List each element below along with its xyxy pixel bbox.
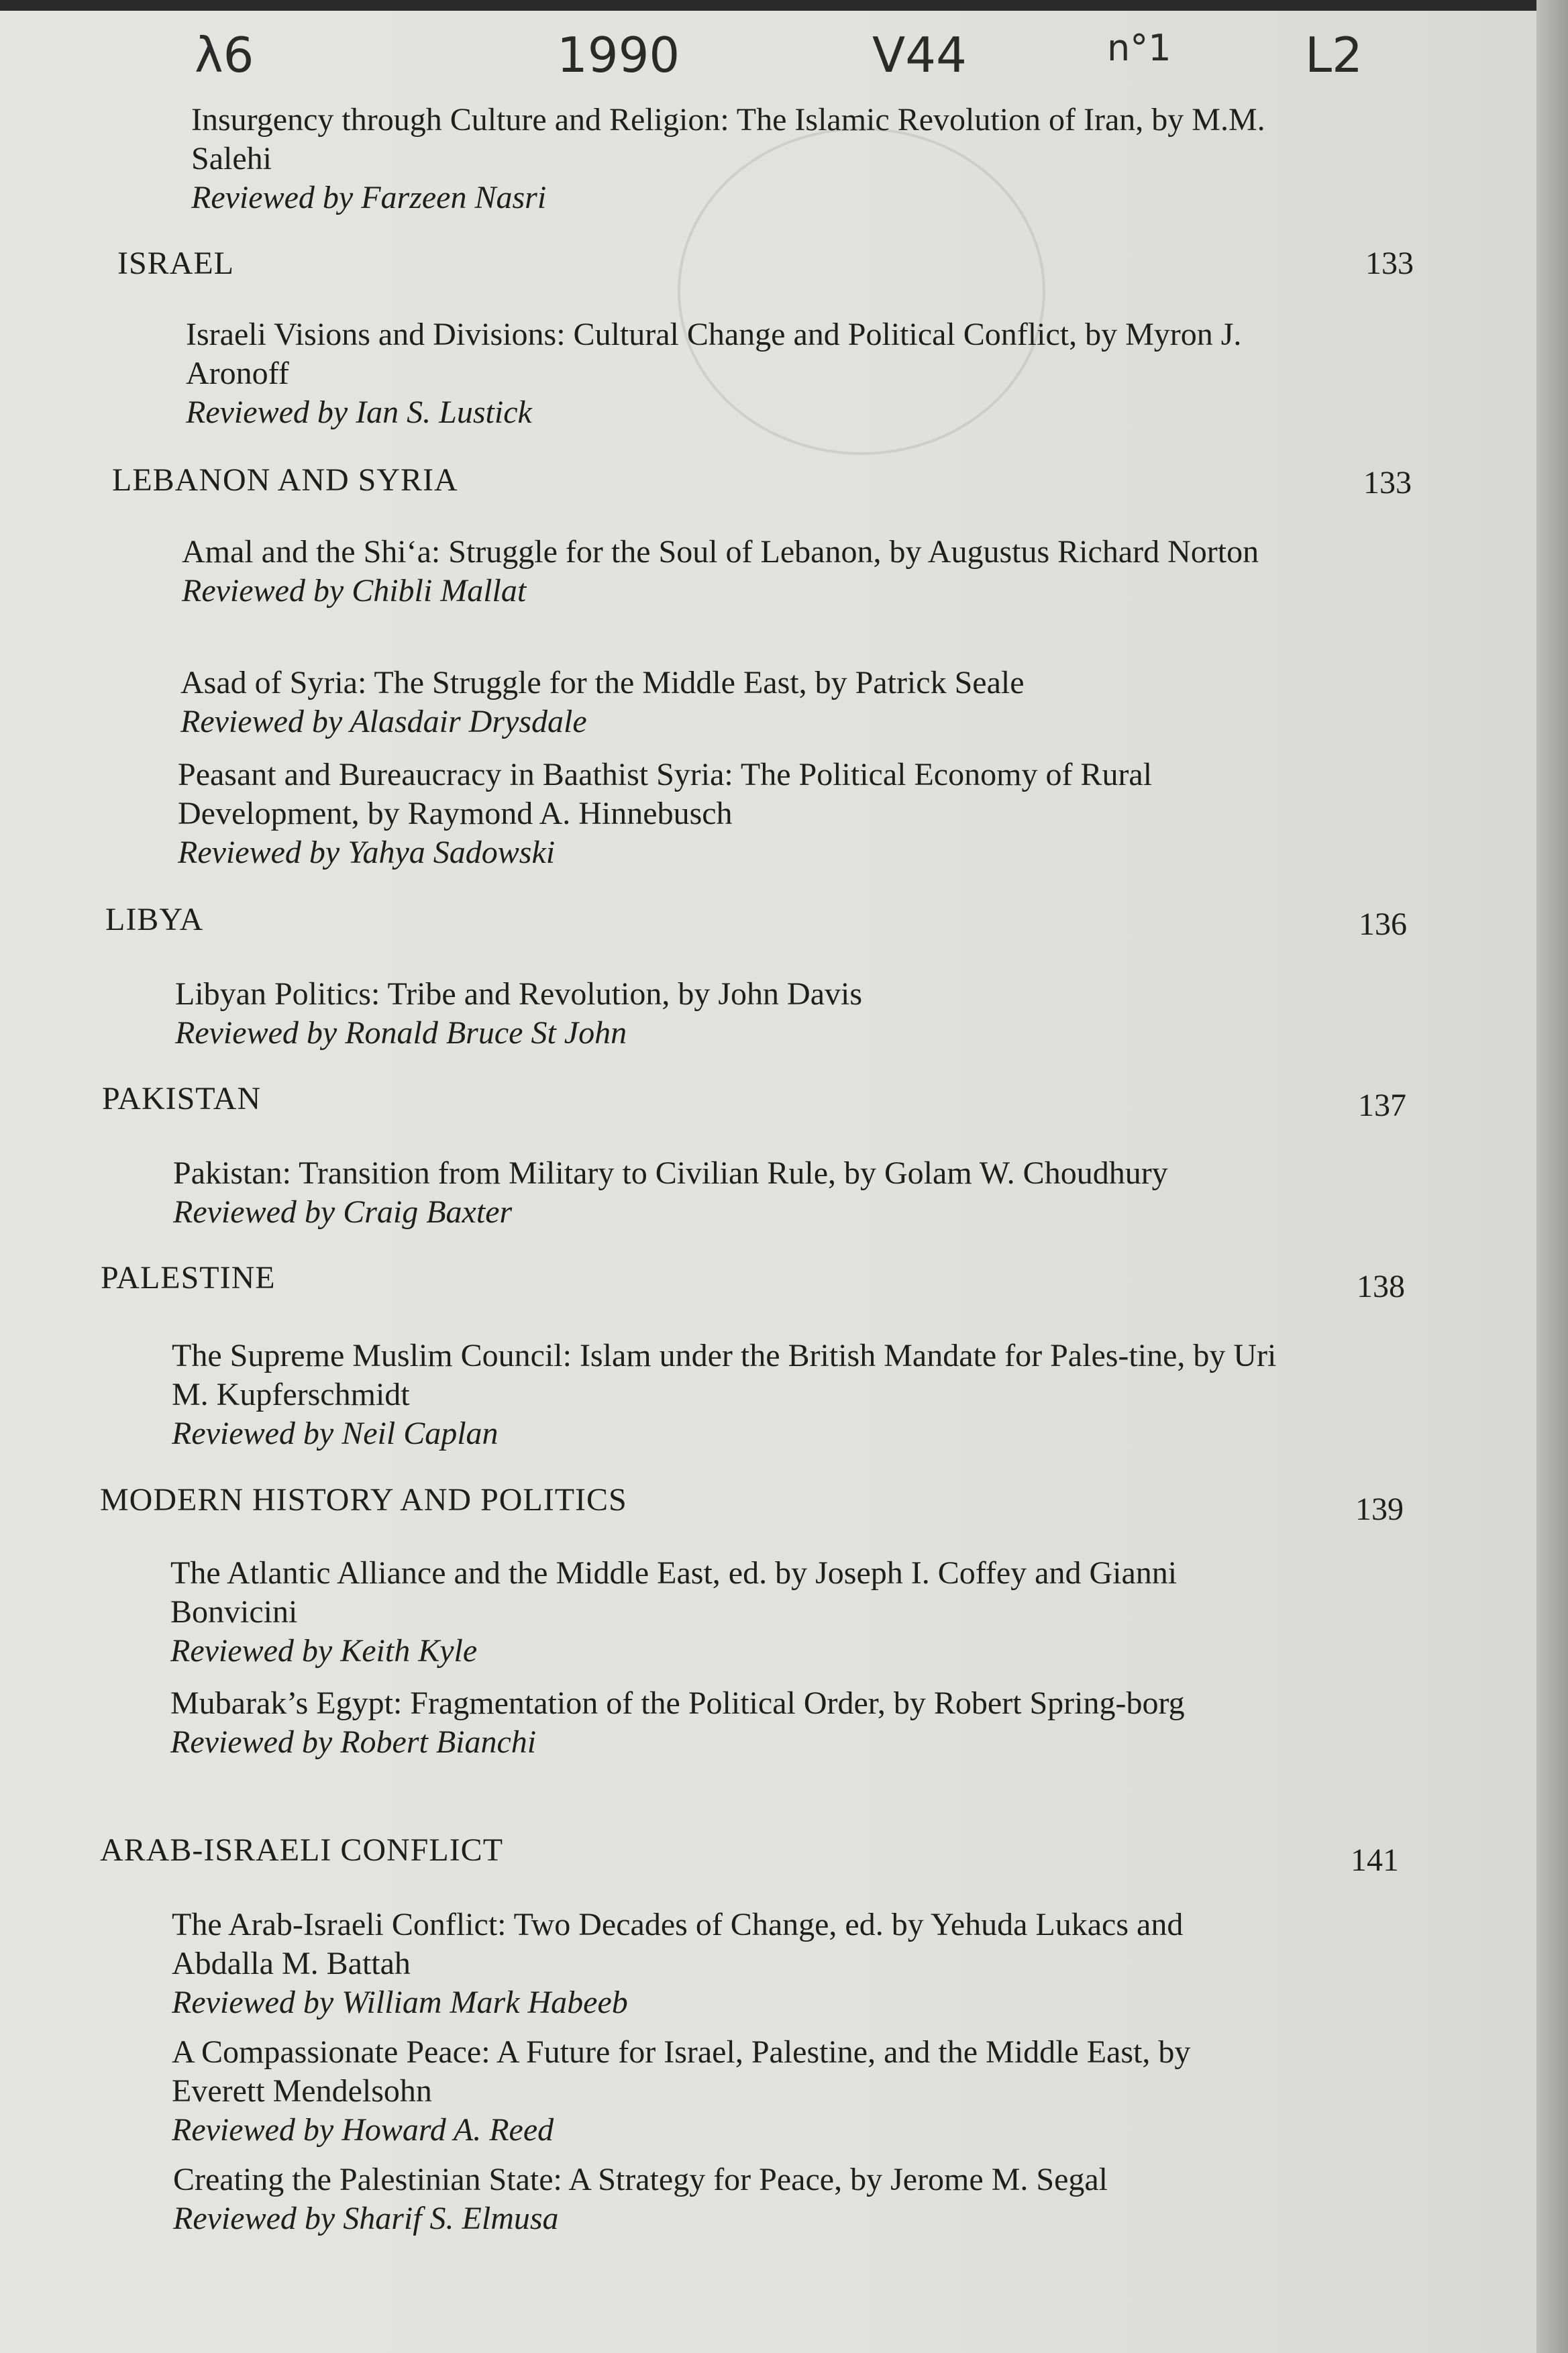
reviewer-name: Reviewed by Howard A. Reed (172, 2112, 554, 2148)
book-title: Mubarak’s Egypt: Fragmentation of the Political Order, by Robert Spring-borg (170, 1685, 1185, 1721)
section-page-number: 133 (1363, 465, 1412, 501)
section-heading-modern-history: MODERN HISTORY AND POLITICS (100, 1482, 627, 1518)
book-title: Amal and the Shi‘a: Struggle for the Soul of Lebanon, by Augustus Richard Norton (182, 534, 1259, 570)
reviewer-name: Reviewed by Alasdair Drysdale (180, 704, 587, 739)
book-title: The Arab-Israeli Conflict: Two Decades of Change, ed. by Yehuda Lukacs and Abdalla M. Battah (172, 1907, 1184, 1981)
section-page-number: 133 (1365, 246, 1414, 281)
book-review-entry (172, 1337, 1282, 1453)
section-heading-israel: ISRAEL (117, 246, 234, 281)
book-review-entry (180, 664, 1288, 741)
section-heading-palestine: PALESTINE (101, 1260, 276, 1296)
section-page-number: 137 (1358, 1088, 1406, 1123)
book-review-entry (178, 755, 1285, 872)
book-title: Creating the Palestinian State: A Strategy for Peace, by Jerome M. Segal (173, 2162, 1108, 2197)
reviewer-name: Reviewed by Neil Caplan (172, 1416, 499, 1451)
handwritten-annotation (0, 27, 1568, 101)
section-page-number: 139 (1355, 1492, 1404, 1527)
book-title: Asad of Syria: The Struggle for the Middle East, by Patrick Seale (180, 665, 1025, 700)
reviewer-name: Reviewed by Keith Kyle (170, 1633, 478, 1669)
book-review-entry (186, 315, 1286, 432)
section-heading-pakistan: PAKISTAN (102, 1081, 262, 1116)
book-title: Insurgency through Culture and Religion: The Islamic Revolution of Iran, by M.M. Salehi (191, 102, 1265, 176)
page-binding-edge (1536, 0, 1568, 2353)
section-heading-lebanon-syria: LEBANON AND SYRIA (112, 462, 458, 498)
book-review-entry (173, 1154, 1280, 1232)
book-title: A Compassionate Peace: A Future for Israel, Palestine, and the Middle East, by Everett Mendelsohn (172, 2034, 1191, 2109)
book-review-entry (182, 533, 1289, 611)
book-review-entry (170, 1554, 1281, 1671)
book-review-entry (172, 2033, 1279, 2150)
book-title: Libyan Politics: Tribe and Revolution, by John Davis (175, 976, 863, 1012)
reviewer-name: Reviewed by Chibli Mallat (182, 573, 527, 609)
book-review-entry (191, 101, 1292, 217)
book-title: The Supreme Muslim Council: Islam under the British Mandate for Pales-tine, by Uri M. Kupferschmidt (172, 1338, 1277, 1412)
book-review-entry (170, 1684, 1281, 1762)
reviewer-name: Reviewed by Craig Baxter (173, 1194, 513, 1230)
book-review-entry (173, 2160, 1280, 2238)
reviewer-name: Reviewed by Ian S. Lustick (186, 395, 532, 430)
reviewer-name: Reviewed by Farzeen Nasri (191, 180, 547, 215)
book-review-entry (172, 1905, 1279, 2022)
reviewer-name: Reviewed by Sharif S. Elmusa (173, 2201, 559, 2236)
section-page-number: 136 (1359, 906, 1407, 942)
reviewer-name: Reviewed by Robert Bianchi (170, 1724, 537, 1760)
reviewer-name: Reviewed by William Mark Habeeb (172, 1985, 628, 2020)
section-heading-libya: LIBYA (105, 902, 204, 937)
handwritten-note: λ6 (195, 27, 254, 83)
handwritten-year: 1990 (557, 27, 680, 83)
book-title: The Atlantic Alliance and the Middle East, ed. by Joseph I. Coffey and Gianni Bonvicini (170, 1555, 1178, 1630)
reviewer-name: Reviewed by Ronald Bruce St John (175, 1015, 627, 1051)
reviewer-name: Reviewed by Yahya Sadowski (178, 835, 556, 870)
section-heading-arab-israeli-conflict: ARAB-ISRAELI CONFLICT (100, 1832, 504, 1868)
page-top-edge (0, 0, 1568, 11)
handwritten-issue: n°1 (1107, 27, 1171, 69)
handwritten-volume: V44 (872, 27, 967, 83)
book-title: Pakistan: Transition from Military to Civilian Rule, by Golam W. Choudhury (173, 1155, 1168, 1191)
section-page-number: 138 (1357, 1269, 1405, 1304)
handwritten-location: L2 (1305, 27, 1363, 83)
book-review-entry (175, 975, 1282, 1053)
book-title: Israeli Visions and Divisions: Cultural Change and Political Conflict, by Myron J. Aronoff (186, 317, 1242, 391)
section-page-number: 141 (1351, 1842, 1399, 1878)
book-title: Peasant and Bureaucracy in Baathist Syria: The Political Economy of Rural Development, by Raymond A. Hinnebusch (178, 757, 1153, 831)
